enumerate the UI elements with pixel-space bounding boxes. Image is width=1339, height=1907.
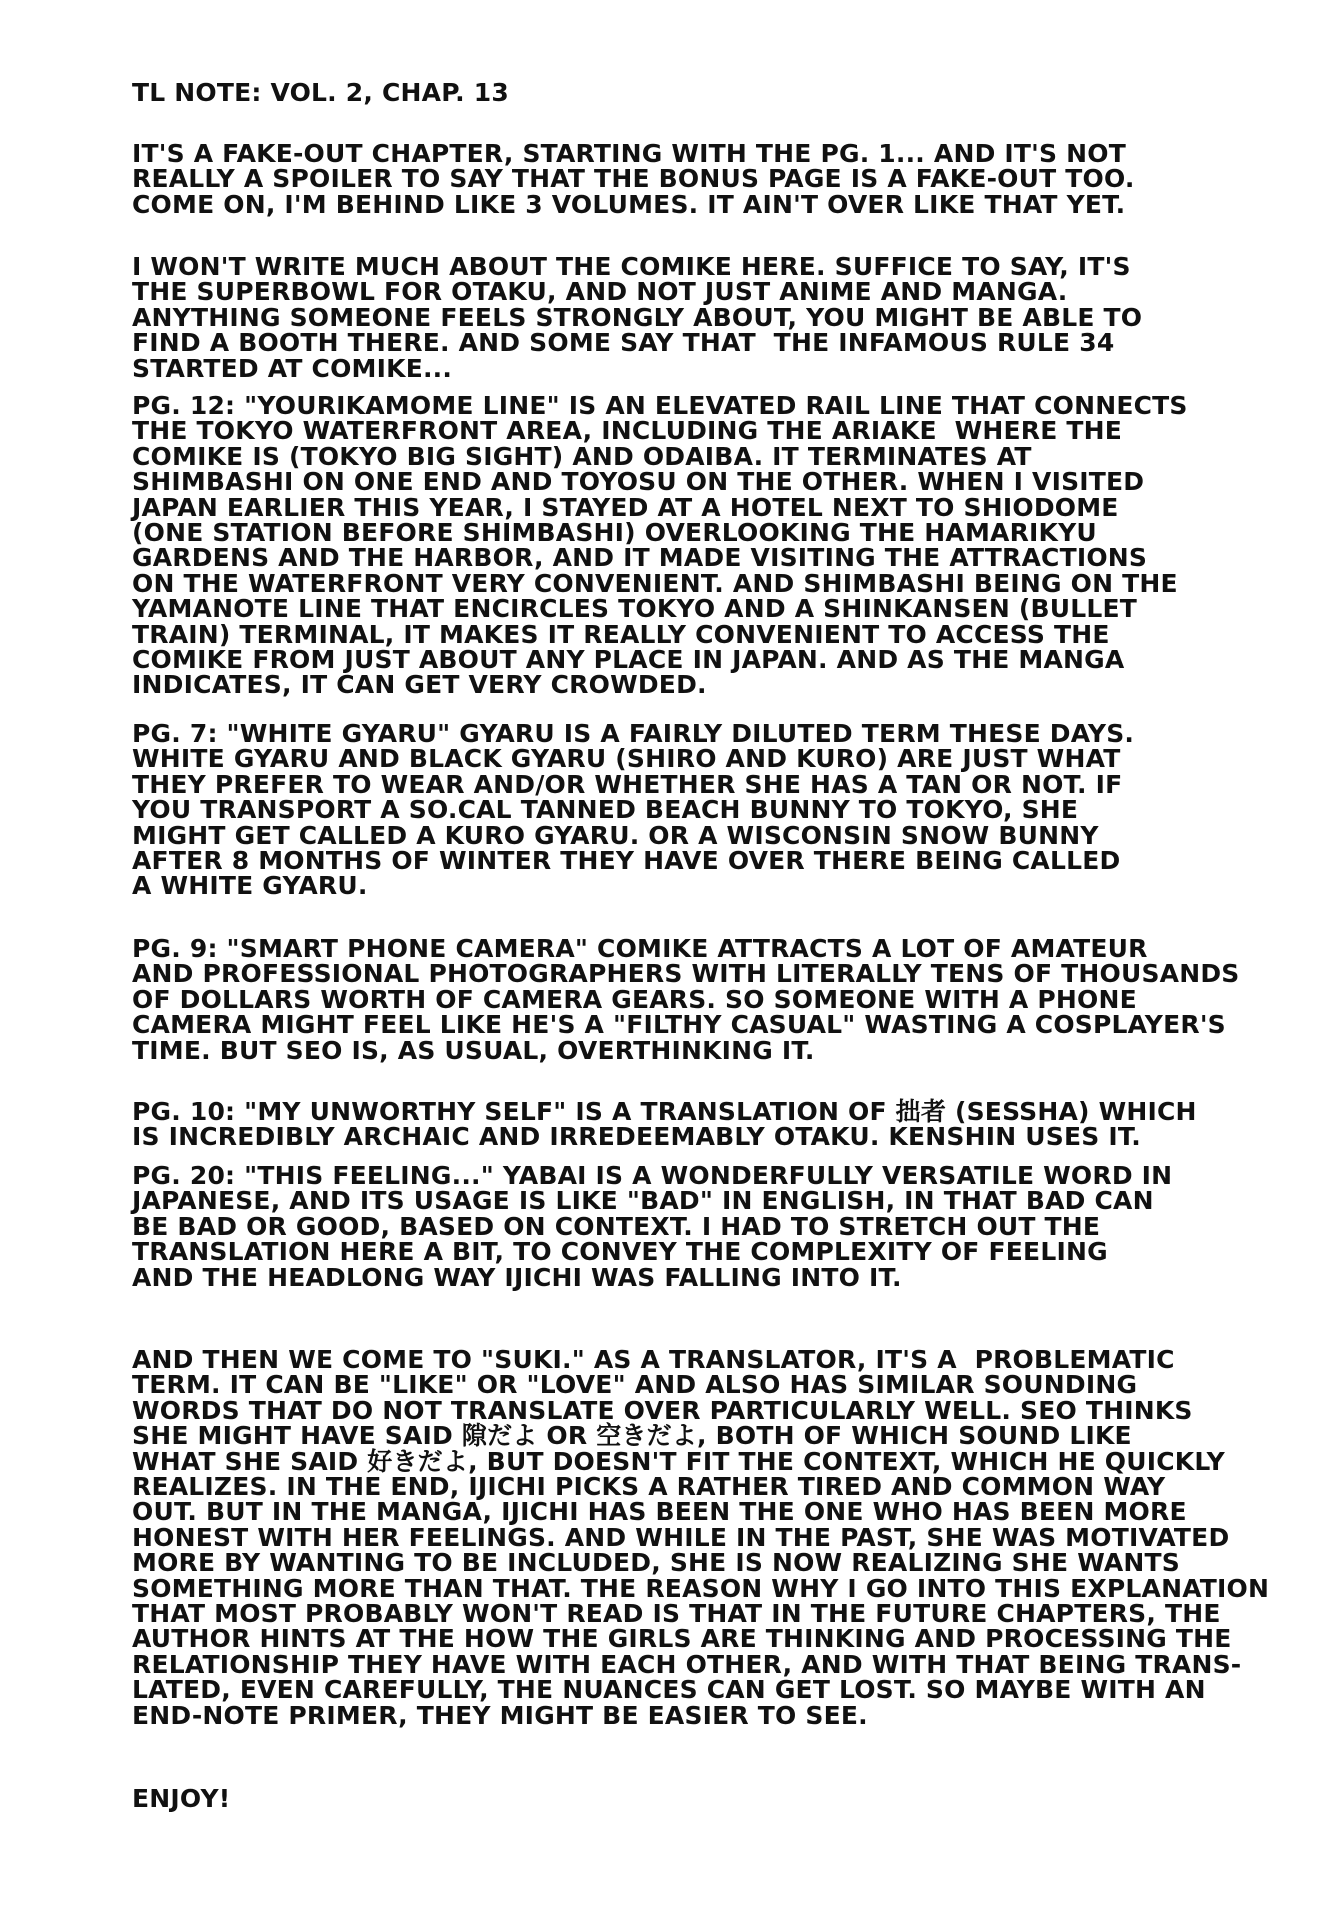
paragraph-suki: AND THEN WE COME TO "SUKI." AS A TRANSLATOR, IT'S A PROBLEMATIC TERM. IT CAN BE "LIKE" OR "LOVE" AND ALSO HAS SIMILAR SOUNDING WORDS THAT DO NOT TRANSLATE OVER PARTICULARLY WELL. SEO THINKS SHE MIGHT HAVE SAID 隙だよ OR 空きだよ, BOTH OF WHICH SOUND LIKE WHAT SHE SAID 好きだよ, BUT DOESN'T FIT THE CONTEXT, WHICH HE QUICKLY REALIZES. IN THE END, IJICHI PICKS A RATHER TIRED AND COMMON WAY OUT. BUT IN THE MANGA, IJICHI HAS BEEN THE ONE WHO HAS BEEN MORE HONEST WITH HER FEELINGS. AND WHILE IN THE PAST, SHE WAS MOTIVATED MORE BY WANTING TO BE INCLUDED, SHE IS NOW REALIZING SHE WANTS SOMETHING MORE THAN THAT. THE REASON WHY I GO INTO THIS EXPLANATION THAT MOST PROBABLY WON'T READ IS THAT IN THE FUTURE CHAPTERS, THE AUTHOR HINTS AT THE HOW THE GIRLS ARE THINKING AND PROCESSING THE RELATIONSHIP THEY HAVE WITH EACH OTHER, AND WITH THAT BEING TRANS- LATED, EVEN CAREFULLY, THE NUANCES CAN GET LOST. SO MAYBE WITH AN END-NOTE PRIMER, THEY MIGHT BE EASIER TO SEE. [132, 1345, 1270, 1730]
paragraph-smart-phone-camera: PG. 9: "SMART PHONE CAMERA" COMIKE ATTRACTS A LOT OF AMATEUR AND PROFESSIONAL PHOTOGRAPHERS WITH LITERALLY TENS OF THOUSANDS OF DOLLARS WORTH OF CAMERA GEARS. SO SOMEONE WITH A PHONE CAMERA MIGHT FEEL LIKE HE'S A "FILTHY CASUAL" WASTING A COSPLAYER'S TIME. BUT SEO IS, AS USUAL, OVERTHINKING IT. [132, 934, 1240, 1065]
paragraph-yourikamome-line: PG. 12: "YOURIKAMOME LINE" IS AN ELEVATED RAIL LINE THAT CONNECTS THE TOKYO WATERFRONT AREA, INCLUDING THE ARIAKE WHERE THE COMIKE IS (TOKYO BIG SIGHT) AND ODAIBA. IT TERMINATES AT SHIMBASHI ON ONE END AND TOYOSU ON THE OTHER. WHEN I VISITED JAPAN EARLIER THIS YEAR, I STAYED AT A HOTEL NEXT TO SHIODOME (ONE STATION BEFORE SHIMBASHI) OVERLOOKING THE HAMARIKYU GARDENS AND THE HARBOR, AND IT MADE VISITING THE ATTRACTIONS ON THE WATERFRONT VERY CONVENIENT. AND SHIMBASHI BEING ON THE YAMANOTE LINE THAT ENCIRCLES TOKYO AND A SHINKANSEN (BULLET TRAIN) TERMINAL, IT MAKES IT REALLY CONVENIENT TO ACCESS THE COMIKE FROM JUST ABOUT ANY PLACE IN JAPAN. AND AS THE MANGA INDICATES, IT CAN GET VERY CROWDED. [132, 391, 1188, 700]
note-title: TL NOTE: VOL. 2, CHAP. 13 [132, 78, 509, 107]
closing-enjoy: ENJOY! [132, 1784, 231, 1813]
paragraph-unworthy-self: PG. 10: "MY UNWORTHY SELF" IS A TRANSLATION OF 拙者 (SESSHA) WHICH IS INCREDIBLY ARCHAIC AND IRREDEEMABLY OTAKU. KENSHIN USES IT. [132, 1097, 1197, 1152]
paragraph-this-feeling: PG. 20: "THIS FEELING..." YABAI IS A WONDERFULLY VERSATILE WORD IN JAPANESE, AND ITS USAGE IS LIKE "BAD" IN ENGLISH, IN THAT BAD CAN BE BAD OR GOOD, BASED ON CONTEXT. I HAD TO STRETCH OUT THE TRANSLATION HERE A BIT, TO CONVEY THE COMPLEXITY OF FEELING AND THE HEADLONG WAY IJICHI WAS FALLING INTO IT. [132, 1161, 1173, 1292]
paragraph-white-gyaru: PG. 7: "WHITE GYARU" GYARU IS A FAIRLY DILUTED TERM THESE DAYS. WHITE GYARU AND BLACK GYARU (SHIRO AND KURO) ARE JUST WHAT THEY PREFER TO WEAR AND/OR WHETHER SHE HAS A TAN OR NOT. IF YOU TRANSPORT A SO.CAL TANNED BEACH BUNNY TO TOKYO, SHE MIGHT GET CALLED A KURO GYARU. OR A WISCONSIN SNOW BUNNY AFTER 8 MONTHS OF WINTER THEY HAVE OVER THERE BEING CALLED A WHITE GYARU. [132, 719, 1135, 901]
paragraph-fake-out-chapter: IT'S A FAKE-OUT CHAPTER, STARTING WITH THE PG. 1... AND IT'S NOT REALLY A SPOILER TO SAY THAT THE BONUS PAGE IS A FAKE-OUT TOO. COME ON, I'M BEHIND LIKE 3 VOLUMES. IT AIN'T OVER LIKE THAT YET. [132, 139, 1135, 219]
paragraph-comike: I WON'T WRITE MUCH ABOUT THE COMIKE HERE. SUFFICE TO SAY, IT'S THE SUPERBOWL FOR OTAKU, AND NOT JUST ANIME AND MANGA. ANYTHING SOMEONE FEELS STRONGLY ABOUT, YOU MIGHT BE ABLE TO FIND A BOOTH THERE. AND SOME SAY THAT THE INFAMOUS RULE 34 STARTED AT COMIKE... [132, 252, 1143, 383]
